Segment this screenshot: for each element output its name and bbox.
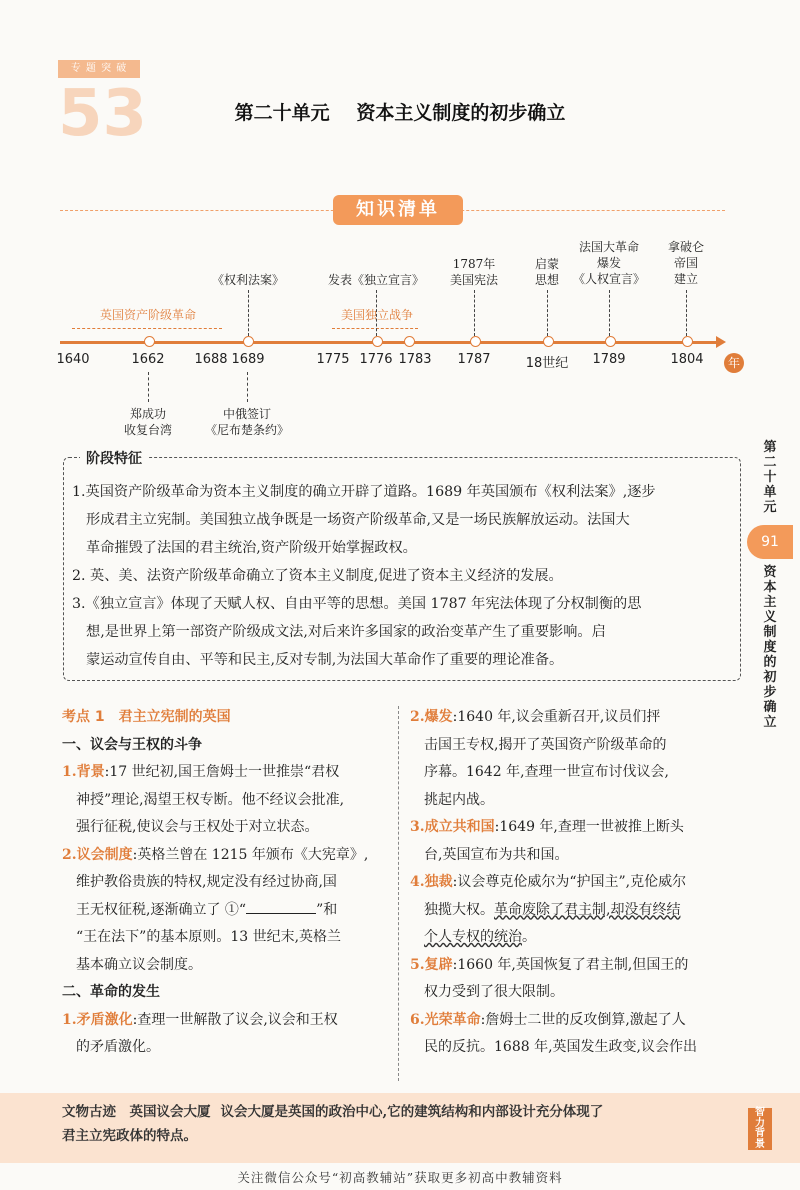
unit-number: 第二十单元: [234, 102, 330, 124]
event-bill-of-rights: 《权利法案》: [211, 273, 284, 287]
paragraph-line: 神授”理论,渴望王权专断。他不经议会批准,: [76, 791, 345, 808]
right-column: [410, 704, 745, 1062]
column-divider: [398, 706, 399, 1081]
timeline-year: 1804: [670, 352, 704, 367]
bottom-note: 关注微信公众号“初高教辅站”获取更多初高中教辅资料: [237, 1170, 563, 1185]
paragraph: 1.矛盾激化:查理一世解散了议会,议会和王权: [62, 1011, 338, 1028]
connector: [376, 290, 377, 336]
paragraph: 1.背景:17 世纪初,国王詹姆士一世推崇“君权: [62, 764, 340, 780]
kaodian-heading: 考点 1 君主立宪制的英国: [62, 709, 231, 725]
paragraph-line: 的矛盾激化。: [76, 1039, 160, 1055]
connector: [686, 290, 687, 336]
section-heading: 一、议会与王权的斗争: [62, 736, 202, 753]
footer-label: 文物古迹 英国议会大厦: [62, 1104, 211, 1120]
paragraph: 2.议会制度:英格兰曾在 1215 年颁布《大宪章》,: [62, 846, 369, 863]
stage-body: [72, 478, 732, 674]
timeline-arrow: [716, 336, 726, 348]
range-label-english-revolution: 英国资产阶级革命: [99, 308, 196, 322]
timeline-year: 1662: [131, 352, 165, 367]
connector: [248, 290, 249, 336]
paragraph-line: 强行征税,使议会与王权处于对立状态。: [76, 819, 319, 835]
stage-item-line: 想,是世界上第一部资产阶级成文法,对后来许多国家的政治变革产生了重要影响。启: [86, 624, 606, 640]
timeline-year: 1775: [316, 352, 350, 367]
paragraph-line: “王在法下”的基本原则。13 世纪末,英格兰: [76, 929, 342, 945]
paragraph-line: 个人专权的统治。: [424, 929, 536, 945]
fill-blank[interactable]: [246, 899, 316, 914]
footer-line: 议会大厦是英国的政治中心,它的建筑结构和内部设计充分体现了: [220, 1104, 604, 1120]
footer-line: 君主立宪政体的特点。: [62, 1128, 197, 1144]
paragraph: 4.独裁:议会尊克伦威尔为“护国主”,克伦威尔: [410, 874, 687, 890]
timeline-year: 1640: [56, 352, 90, 367]
connector: [148, 372, 149, 402]
timeline-dot: [372, 336, 383, 347]
paragraph: 6.光荣革命:詹姆士二世的反攻倒算,激起了人: [410, 1011, 686, 1028]
timeline-dot: [470, 336, 481, 347]
paragraph-line: 击国王专权,揭开了英国资产阶级革命的: [424, 736, 667, 753]
timeline-dot: [144, 336, 155, 347]
left-column: [62, 704, 392, 1062]
range-label-american-war: 美国独立战争: [340, 308, 413, 322]
stage-item-line: 形成君主立宪制。美国独立战争既是一场资产阶级革命,又是一场民族解放运动。法国大: [86, 512, 630, 528]
event-french-revolution: 法国大革命 爆发 《人权宣言》: [572, 240, 645, 286]
timeline-dot: [605, 336, 616, 347]
timeline-year: 1787: [457, 352, 491, 367]
paragraph-line: 王无权征税,逐渐确立了 ①“ ”和: [62, 897, 392, 925]
paragraph-line: 民的反抗。1688 年,英国发生政变,议会作出: [424, 1039, 697, 1055]
stage-item-line: 蒙运动宣传自由、平等和民主,反对专制,为法国大革命作了重要的理论准备。: [86, 652, 564, 668]
stage-item: 2. 英、美、法资产阶级革命确立了资本主义制度,促进了资本主义经济的发展。: [72, 568, 563, 584]
stage-item: 1.英国资产阶级革命为资本主义制度的确立开辟了道路。1689 年英国颁布《权利法案》,逐步: [72, 484, 656, 500]
event-nerchinsk-treaty: 中俄签订 《尼布楚条约》: [204, 407, 289, 437]
paragraph: 3.成立共和国:1649 年,查理一世被推上断头: [410, 819, 684, 835]
connector: [609, 290, 610, 336]
paragraph-line: 基本确立议会制度。: [76, 956, 202, 973]
event-napoleon: 拿破仑 帝国 建立: [667, 240, 704, 286]
paragraph-line: 台,英国宣布为共和国。: [424, 846, 569, 863]
event-zheng-chenggong: 郑成功 收复台湾: [123, 407, 172, 437]
timeline-year: 1689: [231, 352, 265, 367]
paragraph-line: 权力受到了很大限制。: [424, 984, 564, 1000]
stage-title: 阶段特征: [80, 448, 148, 468]
connector: [247, 372, 248, 402]
side-unit: 第 二 十 单 元: [763, 440, 777, 515]
timeline-dot: [543, 336, 554, 347]
timeline-dot: [404, 336, 415, 347]
stage-item: 3.《独立宣言》体现了天赋人权、自由平等的思想。美国 1787 年宪法体现了分权制衡的思: [72, 596, 642, 612]
timeline-dot: [243, 336, 254, 347]
timeline-dot: [682, 336, 693, 347]
timeline-year: 18世纪: [525, 356, 569, 371]
timeline-year: 1789: [592, 352, 626, 367]
footer-note: [62, 1100, 742, 1148]
stage-item-line: 革命摧毁了法国的君主统治,资产阶级开始掌握政权。: [86, 540, 417, 556]
section-heading: 二、革命的发生: [62, 984, 160, 1000]
timeline-end-label: 年: [724, 353, 744, 373]
event-enlightenment: 启蒙 思想: [534, 257, 559, 287]
timeline-year: 1783: [398, 352, 432, 367]
paragraph-line: 独揽大权。革命废除了君主制,却没有终结: [424, 901, 681, 918]
page-number: 91: [747, 525, 793, 559]
timeline: [0, 0, 800, 440]
section-banner: 知识清单: [333, 195, 463, 225]
event-us-constitution: 1787年 美国宪法: [449, 257, 498, 287]
logo-tag: 专 题 突 破: [58, 60, 140, 78]
range-english-revolution: [72, 328, 222, 329]
paragraph: 5.复辟:1660 年,英国恢复了君主制,但国王的: [410, 956, 689, 973]
unit-name: 资本主义制度的初步确立: [356, 102, 566, 124]
connector: [474, 290, 475, 336]
paragraph-line: 挑起内战。: [424, 791, 494, 808]
side-unit-name: 资 本 主 义 制 度 的 初 步 确 立: [763, 565, 777, 730]
range-american-war: [332, 328, 418, 329]
paragraph: 2.爆发:1640 年,议会重新召开,议员们抨: [410, 709, 661, 725]
footer-badge: 智 力 背 景: [748, 1108, 772, 1150]
timeline-axis: [60, 341, 720, 344]
connector: [547, 290, 548, 336]
timeline-year: 1688: [194, 352, 228, 367]
paragraph-line: 序幕。1642 年,查理一世宣布讨伐议会,: [424, 764, 669, 780]
logo-number: 53: [58, 77, 148, 151]
event-declaration: 发表《独立宣言》: [327, 273, 424, 287]
paragraph-line: 维护教俗贵族的特权,规定没有经过协商,国: [76, 874, 337, 890]
side-tab: [747, 440, 793, 730]
timeline-year: 1776: [359, 352, 393, 367]
